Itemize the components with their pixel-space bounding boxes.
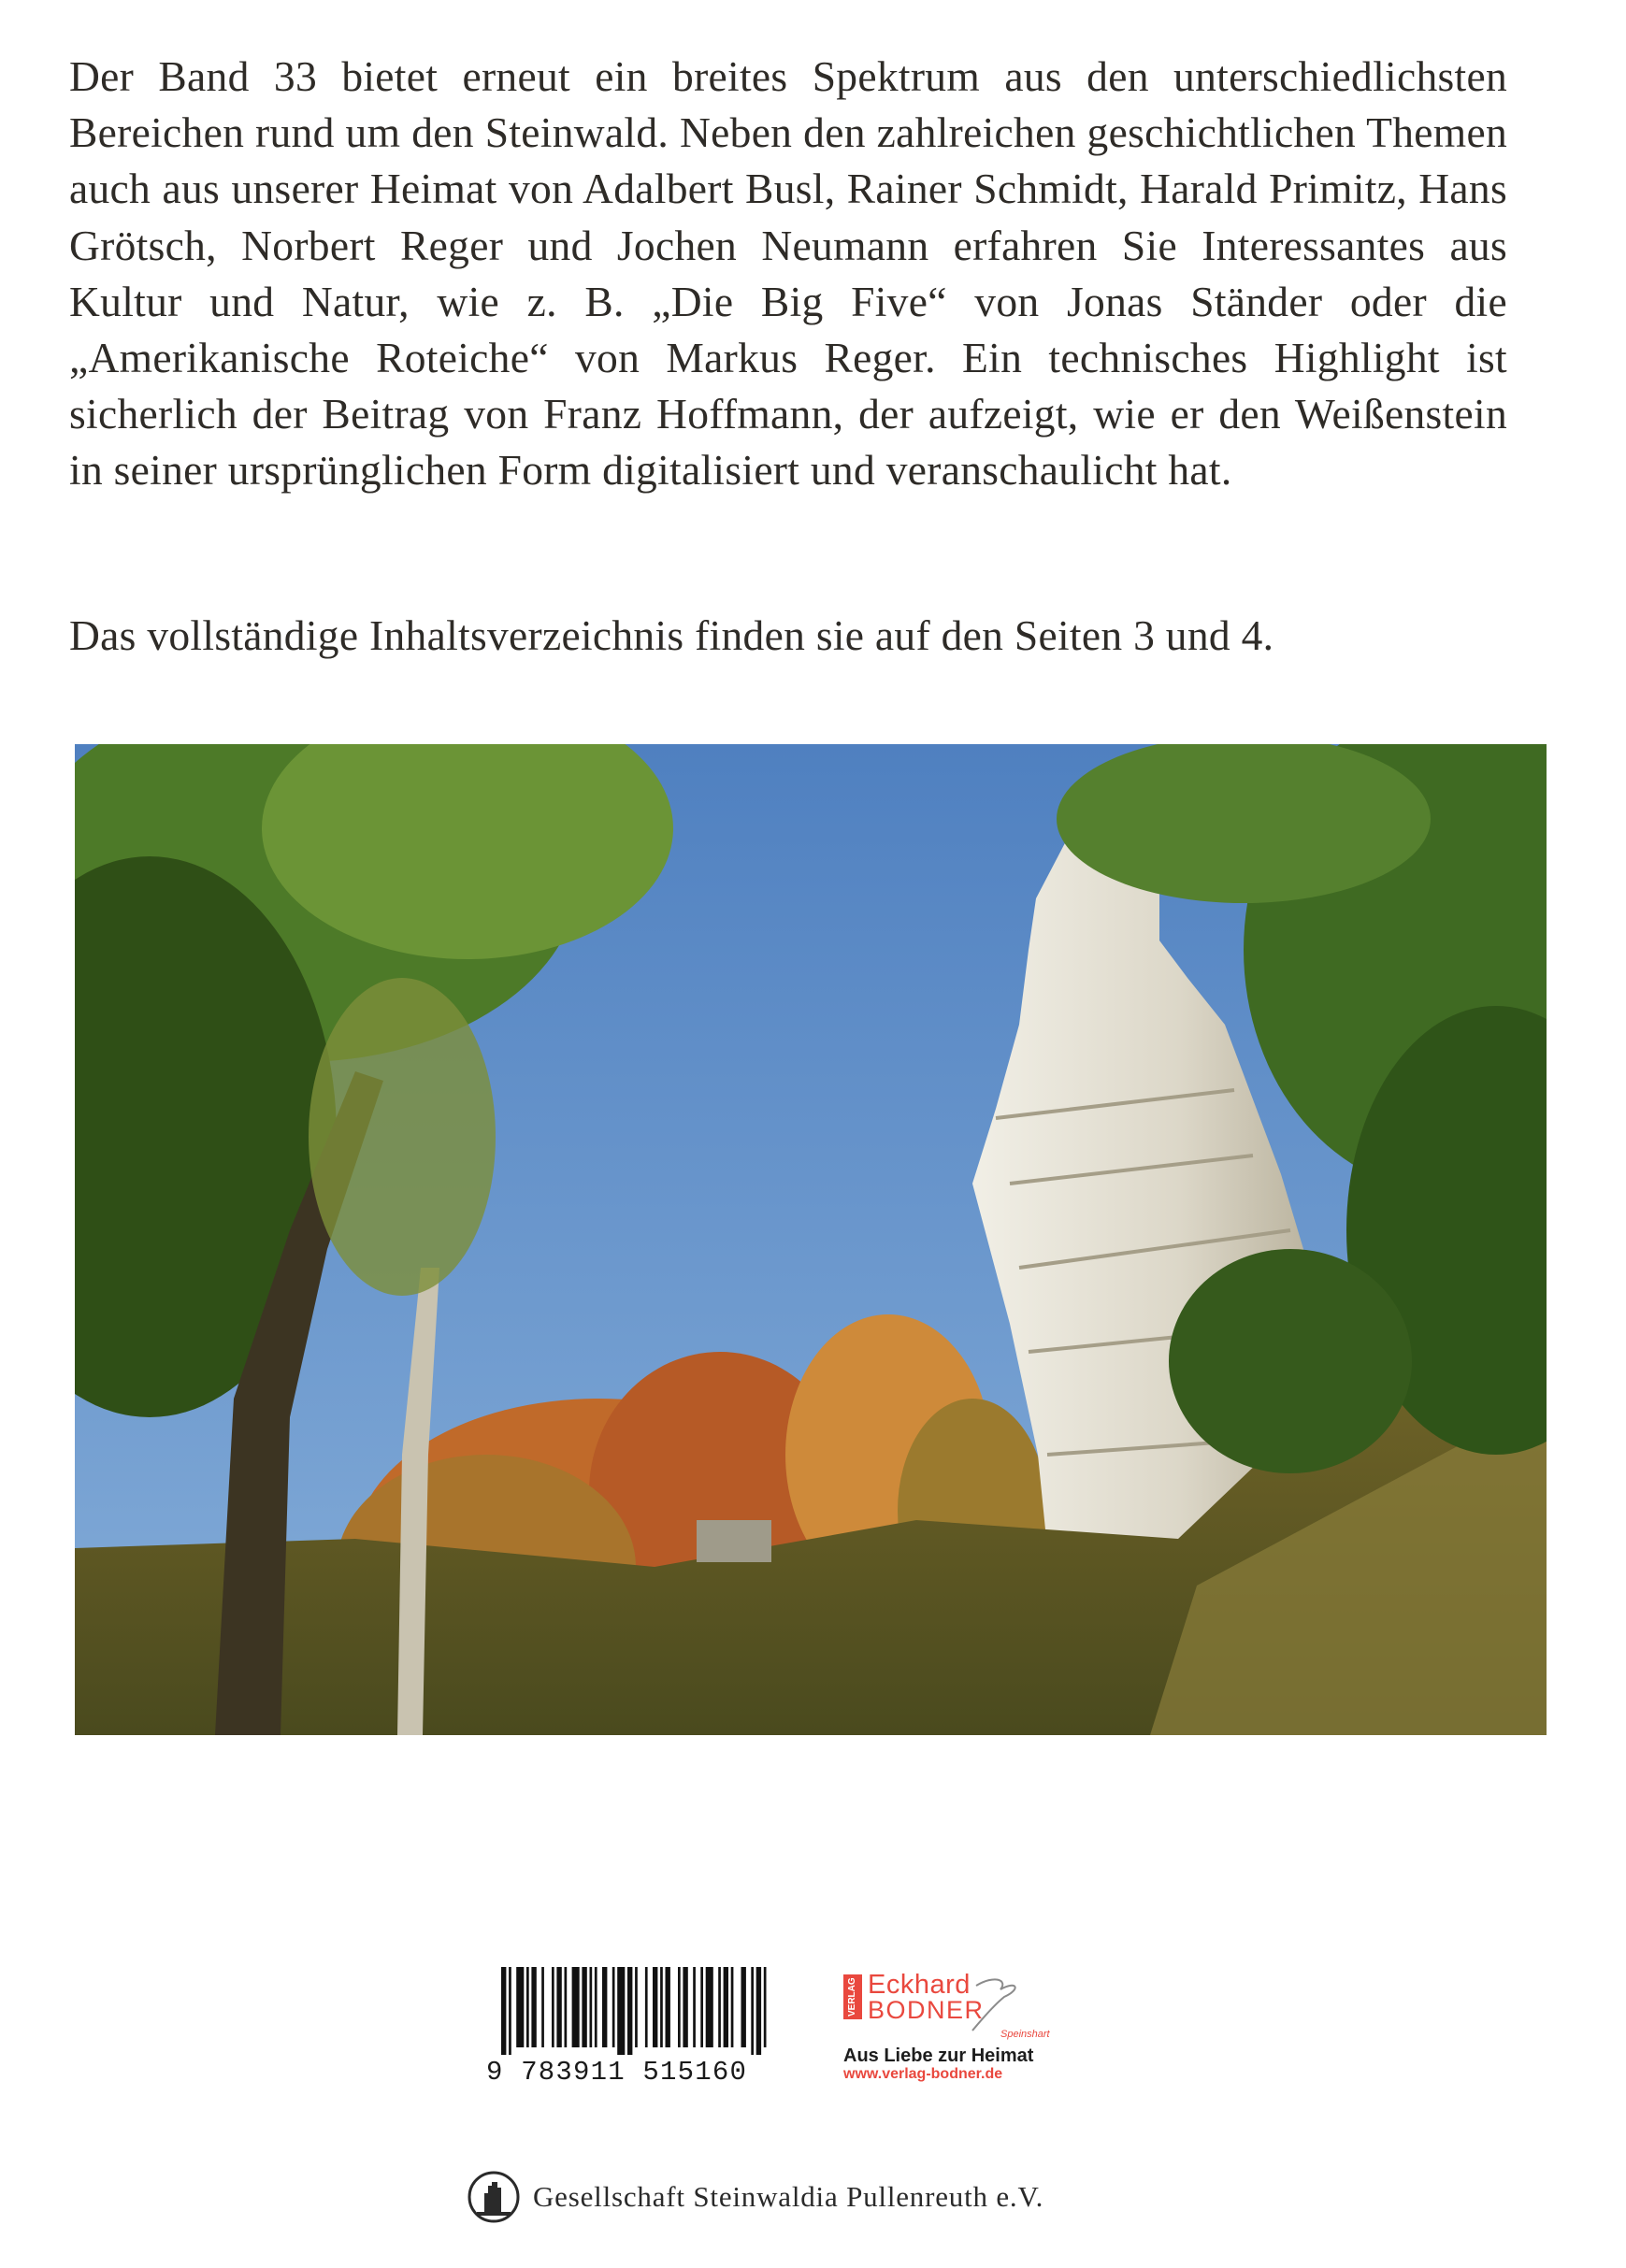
barcode-bar <box>653 1967 657 2047</box>
barcode-bar <box>516 1967 524 2047</box>
barcode-bar <box>645 1967 648 2047</box>
barcode-bar <box>509 1967 511 2055</box>
publisher-logo <box>842 1971 1075 2083</box>
barcode-bar <box>582 1967 586 2047</box>
barcode-bar <box>501 1967 506 2055</box>
barcode-bar <box>526 1967 529 2047</box>
society-emblem-icon <box>468 2171 520 2223</box>
barcode-bar <box>751 1967 754 2055</box>
barcode-bar <box>693 1967 696 2047</box>
barcode-bar <box>556 1967 561 2047</box>
publisher-url: www.verlag-bodner.de <box>843 2066 1003 2082</box>
barcode-bar <box>552 1967 554 2047</box>
barcode-bar <box>565 1967 568 2047</box>
publisher-vertical-label: VERLAG <box>843 1974 862 2019</box>
barcode-bar <box>700 1967 703 2047</box>
barcode-bar <box>612 1967 615 2047</box>
publisher-place: Speinshart <box>1000 2029 1050 2040</box>
barcode-bar <box>724 1967 728 2047</box>
book-description: Der Band 33 bietet erneut ein breites Spektrum aus den unterschiedlichsten Bereichen rund um den Steinwald. Neben den zahlreichen geschichtlichen Themen auch aus unserer Heimat von Adalbert Busl, Rainer Schmidt, Harald Primitz, Hans Grötsch, Norbert Reger und Jochen Neumann erfahren Sie Interessantes aus Kultur und Natur, wie z. B. „Die Big Five“ von Jonas Ständer oder die „Amerikanische Roteiche“ von Markus Reger. Ein technisches Highlight ist sicherlich der Beitrag von Franz Hoffmann, der aufzeigt, wie er den Weißenstein in seiner ursprünglichen Form digitalisiert und veranschaulicht hat. <box>69 52 1507 495</box>
barcode-bar <box>683 1967 687 2047</box>
society-name: Gesellschaft Steinwaldia Pullenreuth e.V. <box>533 2180 1044 2213</box>
barcode-bar <box>595 1967 597 2047</box>
publisher-first-name: Eckhard <box>868 1970 971 2000</box>
barcode-bar <box>741 1967 746 2047</box>
barcode-bar <box>572 1967 580 2047</box>
barcode-bar <box>635 1967 638 2047</box>
barcode-bar <box>602 1967 607 2047</box>
barcode-bar <box>541 1967 544 2047</box>
cover-photo <box>75 744 1547 1735</box>
barcode-bar <box>678 1967 681 2047</box>
barcode-bar <box>531 1967 536 2047</box>
isbn-barcode <box>486 1967 832 2089</box>
barcode-bar <box>756 1967 761 2055</box>
barcode-bar <box>731 1967 734 2047</box>
barcode-bar <box>660 1967 663 2047</box>
barcode-bar <box>617 1967 625 2055</box>
barcode-bar <box>666 1967 670 2047</box>
barcode-bars <box>486 1967 832 2055</box>
publisher-last-name: BODNER <box>868 1996 985 2024</box>
isbn-number: 9 783911 515160 <box>486 2057 748 2088</box>
publisher-tagline: Aus Liebe zur Heimat <box>843 2046 1034 2066</box>
barcode-bar <box>590 1967 593 2047</box>
barcode-bar <box>764 1967 767 2047</box>
table-of-contents-note: Das vollständige Inhaltsverzeichnis finden sie auf den Seiten 3 und 4. <box>69 611 1274 659</box>
society-footer <box>468 2169 1043 2225</box>
castle-ruin-rock-illustration <box>75 744 1547 1735</box>
barcode-bar <box>718 1967 721 2047</box>
barcode-bar <box>706 1967 713 2047</box>
barcode-bar <box>627 1967 632 2055</box>
